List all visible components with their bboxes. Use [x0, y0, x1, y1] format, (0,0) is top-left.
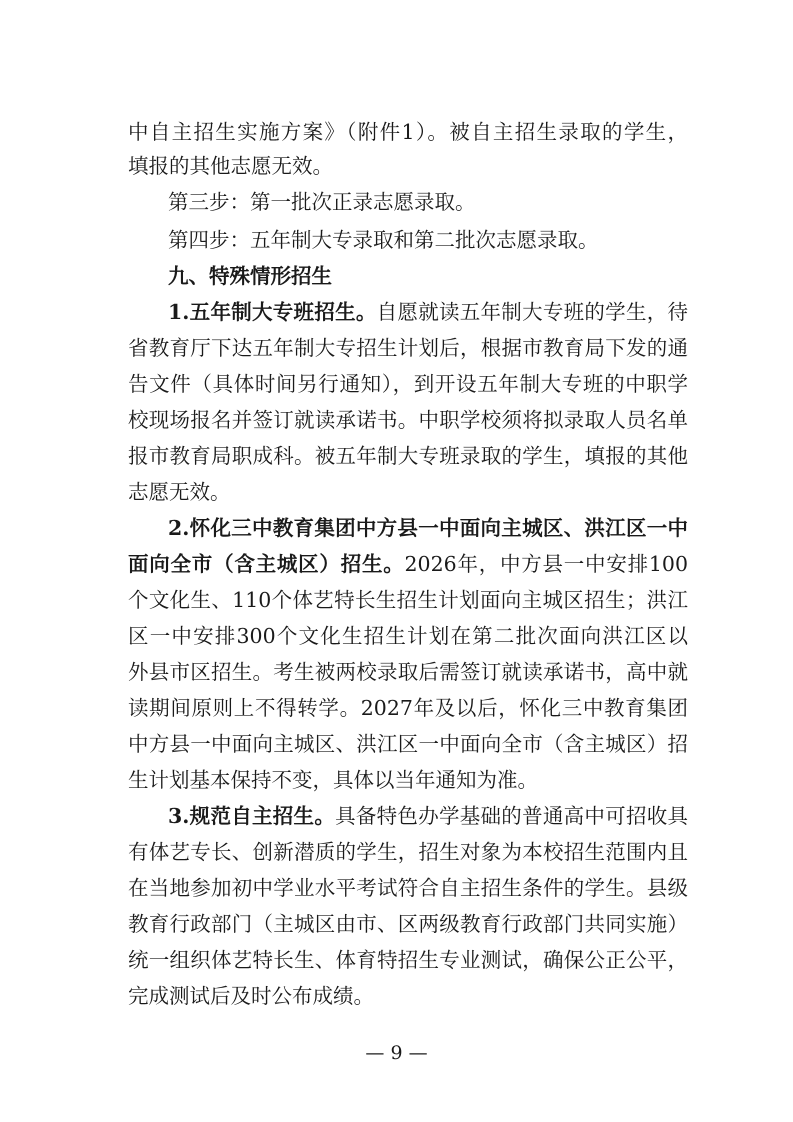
item3-line-5: 统一组织体艺特长生、体育特招生专业测试，确保公正公平，	[128, 948, 688, 972]
item3-line-1	[168, 802, 688, 830]
item2-line-5: 外县市区招生。考生被两校录取后需签订就读承诺书，高中就	[128, 660, 688, 684]
page-number: — 9 —	[365, 1042, 428, 1064]
item3-line-1-rest: 具备特色办学基础的普通高中可招收具	[335, 804, 689, 828]
item1-line-4: 校现场报名并签订就读承诺书。中职学校须将拟录取人员名单	[128, 408, 688, 432]
item2-line-8: 生计划基本保持不变，具体以当年通知为准。	[128, 768, 538, 792]
item2-line-3: 个文化生、110个体艺特长生招生计划面向主城区招生；洪江	[128, 588, 688, 612]
step-four: 第四步：五年制大专录取和第二批次志愿录取。	[168, 228, 599, 252]
item3-lead: 3.规范自主招生。	[168, 804, 336, 828]
item2-line-4: 区一中安排300个文化生招生计划在第二批次面向洪江区以	[128, 624, 688, 648]
item2-line-7: 中方县一中面向主城区、洪江区一中面向全市（含主城区）招	[128, 732, 688, 756]
item2-line-6: 读期间原则上不得转学。2027年及以后，怀化三中教育集团	[128, 696, 688, 720]
item1-line-6: 志愿无效。	[128, 480, 231, 504]
item2-line-1: 2.怀化三中教育集团中方县一中面向主城区、洪江区一中	[168, 516, 688, 540]
item2-line-2-rest: 2026年，中方县一中安排100	[404, 552, 688, 576]
item1-line-2: 省教育厅下达五年制大专招生计划后，根据市教育局下发的通	[128, 336, 688, 360]
section-heading: 九、特殊情形招生	[168, 264, 332, 288]
step-three: 第三步：第一批次正录志愿录取。	[168, 190, 476, 214]
item1-line-1-rest: 自愿就读五年制大专班的学生，待	[376, 300, 689, 324]
item3-line-2: 有体艺专长、创新潜质的学生，招生对象为本校招生范围内且	[128, 840, 688, 864]
item1-lead: 1.五年制大专班招生。	[168, 300, 377, 324]
item1-line-5: 报市教育局职成科。被五年制大专班录取的学生，填报的其他	[128, 444, 688, 468]
item3-line-3: 在当地参加初中学业水平考试符合自主招生条件的学生。县级	[128, 876, 688, 900]
intro-line-1: 中自主招生实施方案》（附件1）。被自主招生录取的学生，	[128, 120, 688, 144]
item1-line-3: 告文件（具体时间另行通知），到开设五年制大专班的中职学	[128, 372, 688, 396]
item2-lead-line-2: 面向全市（含主城区）招生。	[128, 552, 405, 576]
intro-line-2: 填报的其他志愿无效。	[128, 154, 333, 178]
item2-line-2	[128, 550, 688, 578]
item1-line-1	[168, 298, 688, 326]
item3-line-6: 完成测试后及时公布成绩。	[128, 984, 374, 1008]
item3-line-4: 教育行政部门（主城区由市、区两级教育行政部门共同实施）	[128, 912, 688, 936]
